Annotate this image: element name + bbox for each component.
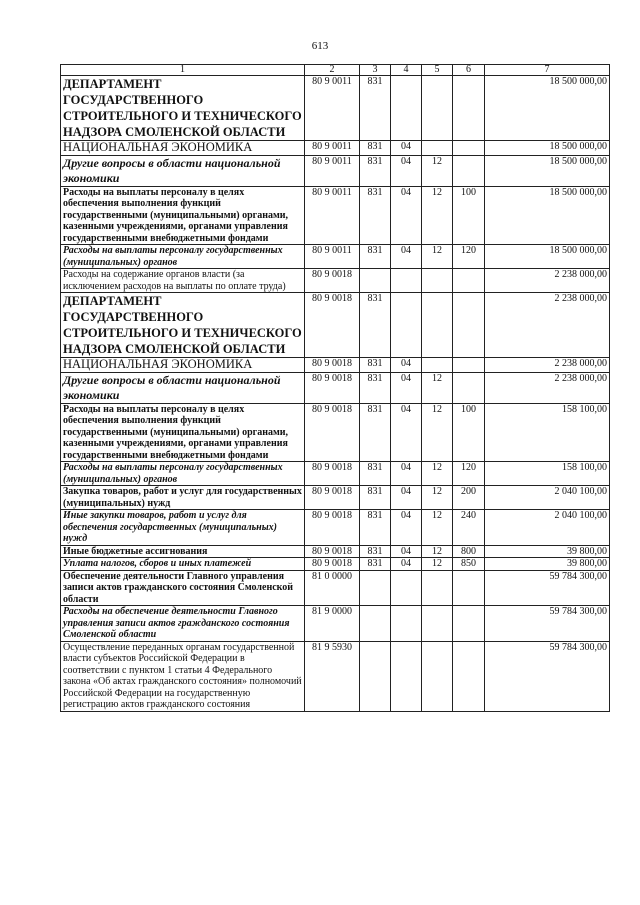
table-row (61, 403, 610, 462)
row-name-cell (61, 76, 305, 141)
subsection-code-cell (422, 641, 453, 711)
amount-cell: 59 784 300,00 (485, 570, 610, 606)
row-name-cell (61, 558, 305, 571)
subsection-code-cell (422, 358, 453, 373)
header-cell: 4 (391, 65, 422, 76)
amount-cell: 18 500 000,00 (485, 186, 610, 245)
expense-type-cell: 100 (453, 403, 485, 462)
section-code-cell: 04 (391, 510, 422, 546)
expense-type-cell: 850 (453, 558, 485, 571)
target-code-cell: 80 9 0018 (305, 486, 360, 510)
row-name-cell (61, 245, 305, 269)
row-name-text: Расходы на содержание органов власти (за исключением расходов на выплаты по оплате труда) (63, 269, 286, 292)
row-name-cell (61, 269, 305, 293)
subsection-code-cell (422, 141, 453, 156)
expense-type-cell: 100 (453, 186, 485, 245)
row-name-cell (61, 293, 305, 358)
row-name-cell (61, 486, 305, 510)
target-code-cell: 80 9 0011 (305, 186, 360, 245)
target-code-cell: 80 9 0018 (305, 269, 360, 293)
amount-cell: 2 040 100,00 (485, 510, 610, 546)
grbs-code-cell (360, 606, 391, 642)
expense-type-cell (453, 269, 485, 293)
header-cell: 2 (305, 65, 360, 76)
section-code-cell (391, 570, 422, 606)
section-code-cell: 04 (391, 462, 422, 486)
grbs-code-cell: 831 (360, 403, 391, 462)
amount-cell: 18 500 000,00 (485, 76, 610, 141)
section-code-cell (391, 76, 422, 141)
section-code-cell: 04 (391, 155, 422, 186)
expense-type-cell (453, 358, 485, 373)
expense-type-cell: 200 (453, 486, 485, 510)
expense-type-cell: 120 (453, 462, 485, 486)
grbs-code-cell: 831 (360, 76, 391, 141)
row-name-text: Закупка товаров, работ и услуг для государственных (муниципальных) нужд (63, 486, 302, 509)
row-name-cell (61, 141, 305, 156)
grbs-code-cell (360, 269, 391, 293)
table-row (61, 141, 610, 156)
header-cell: 5 (422, 65, 453, 76)
header-cell: 6 (453, 65, 485, 76)
target-code-cell: 80 9 0018 (305, 293, 360, 358)
expense-type-cell (453, 641, 485, 711)
page-number: 613 (311, 40, 329, 52)
table-row (61, 372, 610, 403)
expense-type-cell (453, 570, 485, 606)
row-name-text: Расходы на обеспечение деятельности Главного управления записи актов гражданского состояния Смоленской области (63, 606, 290, 640)
row-name-text: Расходы на выплаты персоналу в целях обеспечения выполнения функций государственными (муниципальными) органами, казенными учреждениями, органами управления государственными внебюджетными фондами (63, 186, 289, 244)
row-name-text: Расходы на выплаты персоналу государственных (муниципальных) органов (63, 462, 283, 485)
grbs-code-cell: 831 (360, 186, 391, 245)
target-code-cell: 81 0 0000 (305, 570, 360, 606)
section-code-cell: 04 (391, 545, 422, 558)
section-code-cell: 04 (391, 245, 422, 269)
amount-cell: 2 238 000,00 (485, 269, 610, 293)
table-row (61, 186, 610, 245)
header-cell: 7 (485, 65, 610, 76)
table-row (61, 462, 610, 486)
row-name-text: Иные бюджетные ассигнования (63, 545, 208, 557)
target-code-cell: 80 9 0011 (305, 76, 360, 141)
grbs-code-cell: 831 (360, 510, 391, 546)
table-row (61, 606, 610, 642)
row-name-text: Обеспечение деятельности Главного управления записи актов гражданского состояния Смоленской области (63, 570, 294, 605)
budget-table (60, 64, 610, 712)
grbs-code-cell: 831 (360, 141, 391, 156)
amount-cell: 2 238 000,00 (485, 372, 610, 403)
amount-cell: 59 784 300,00 (485, 641, 610, 711)
subsection-code-cell (422, 269, 453, 293)
table-row (61, 545, 610, 558)
row-name-text: Другие вопросы в области национальной экономики (63, 155, 281, 185)
row-name-text: Иные закупки товаров, работ и услуг для обеспечения государственных (муниципальных) нужд (63, 510, 277, 544)
subsection-code-cell: 12 (422, 486, 453, 510)
amount-cell: 18 500 000,00 (485, 155, 610, 186)
target-code-cell: 81 9 5930 (305, 641, 360, 711)
target-code-cell: 81 9 0000 (305, 606, 360, 642)
grbs-code-cell: 831 (360, 486, 391, 510)
row-name-cell (61, 155, 305, 186)
header-cell: 1 (61, 65, 305, 76)
expense-type-cell (453, 76, 485, 141)
row-name-cell (61, 545, 305, 558)
row-name-cell (61, 510, 305, 546)
section-code-cell: 04 (391, 403, 422, 462)
row-name-cell (61, 641, 305, 711)
table-row (61, 155, 610, 186)
grbs-code-cell: 831 (360, 372, 391, 403)
grbs-code-cell: 831 (360, 293, 391, 358)
table-row (61, 486, 610, 510)
expense-type-cell (453, 155, 485, 186)
table-row (61, 293, 610, 358)
grbs-code-cell: 831 (360, 462, 391, 486)
target-code-cell: 80 9 0011 (305, 245, 360, 269)
row-name-cell (61, 403, 305, 462)
target-code-cell: 80 9 0018 (305, 358, 360, 373)
subsection-code-cell (422, 606, 453, 642)
grbs-code-cell: 831 (360, 358, 391, 373)
grbs-code-cell: 831 (360, 545, 391, 558)
subsection-code-cell (422, 293, 453, 358)
row-name-text: Уплата налогов, сборов и иных платежей (63, 558, 252, 569)
table-row (61, 558, 610, 571)
amount-cell: 59 784 300,00 (485, 606, 610, 642)
section-code-cell (391, 606, 422, 642)
row-name-text: ДЕПАРТАМЕНТ ГОСУДАРСТВЕННОГО СТРОИТЕЛЬНОГО И ТЕХНИЧЕСКОГО НАДЗОРА СМОЛЕНСКОЙ ОБЛАСТИ (63, 294, 302, 356)
target-code-cell: 80 9 0011 (305, 141, 360, 156)
amount-cell: 2 238 000,00 (485, 293, 610, 358)
table-row (61, 269, 610, 293)
expense-type-cell: 240 (453, 510, 485, 546)
section-code-cell: 04 (391, 486, 422, 510)
row-name-text: Расходы на выплаты персоналу в целях обеспечения выполнения функций государственными (муниципальными) органами, казенными учреждениями, органами управления государственными внебюджетными фондами (63, 403, 289, 461)
amount-cell: 158 100,00 (485, 403, 610, 462)
row-name-cell (61, 358, 305, 373)
expense-type-cell: 800 (453, 545, 485, 558)
section-code-cell: 04 (391, 358, 422, 373)
section-code-cell (391, 269, 422, 293)
section-code-cell (391, 641, 422, 711)
subsection-code-cell (422, 76, 453, 141)
expense-type-cell (453, 606, 485, 642)
table-row (61, 570, 610, 606)
expense-type-cell (453, 141, 485, 156)
section-code-cell: 04 (391, 186, 422, 245)
subsection-code-cell: 12 (422, 155, 453, 186)
row-name-cell (61, 372, 305, 403)
row-name-cell (61, 462, 305, 486)
target-code-cell: 80 9 0018 (305, 545, 360, 558)
target-code-cell: 80 9 0018 (305, 462, 360, 486)
target-code-cell: 80 9 0011 (305, 155, 360, 186)
expense-type-cell (453, 293, 485, 358)
subsection-code-cell (422, 570, 453, 606)
row-name-cell (61, 606, 305, 642)
section-code-cell: 04 (391, 372, 422, 403)
subsection-code-cell: 12 (422, 245, 453, 269)
grbs-code-cell: 831 (360, 155, 391, 186)
table-row (61, 245, 610, 269)
amount-cell: 39 800,00 (485, 558, 610, 571)
target-code-cell: 80 9 0018 (305, 510, 360, 546)
amount-cell: 18 500 000,00 (485, 141, 610, 156)
table-row (61, 641, 610, 711)
grbs-code-cell: 831 (360, 245, 391, 269)
amount-cell: 158 100,00 (485, 462, 610, 486)
amount-cell: 2 040 100,00 (485, 486, 610, 510)
row-name-cell (61, 186, 305, 245)
row-name-text: Другие вопросы в области национальной экономики (63, 372, 281, 402)
subsection-code-cell: 12 (422, 403, 453, 462)
target-code-cell: 80 9 0018 (305, 403, 360, 462)
table-row (61, 76, 610, 141)
amount-cell: 18 500 000,00 (485, 245, 610, 269)
target-code-cell: 80 9 0018 (305, 372, 360, 403)
subsection-code-cell: 12 (422, 186, 453, 245)
subsection-code-cell: 12 (422, 372, 453, 403)
subsection-code-cell: 12 (422, 510, 453, 546)
subsection-code-cell: 12 (422, 462, 453, 486)
header-row (61, 65, 610, 76)
row-name-text: Расходы на выплаты персоналу государственных (муниципальных) органов (63, 245, 283, 268)
row-name-text: НАЦИОНАЛЬНАЯ ЭКОНОМИКА (63, 140, 253, 154)
header-cell: 3 (360, 65, 391, 76)
amount-cell: 2 238 000,00 (485, 358, 610, 373)
subsection-code-cell: 12 (422, 558, 453, 571)
grbs-code-cell (360, 641, 391, 711)
table-row (61, 510, 610, 546)
target-code-cell: 80 9 0018 (305, 558, 360, 571)
row-name-text: НАЦИОНАЛЬНАЯ ЭКОНОМИКА (63, 357, 253, 371)
grbs-code-cell (360, 570, 391, 606)
grbs-code-cell: 831 (360, 558, 391, 571)
expense-type-cell (453, 372, 485, 403)
row-name-text: Осуществление переданных органам государственной власти субъектов Российской Федерации в соответствии с пунктом 1 статьи 4 Федерального закона «Об актах гражданского состояния» полномочий Российской Федерации на государственную регистрацию актов гражданского состояния (63, 641, 302, 710)
section-code-cell: 04 (391, 141, 422, 156)
section-code-cell (391, 293, 422, 358)
expense-type-cell: 120 (453, 245, 485, 269)
subsection-code-cell: 12 (422, 545, 453, 558)
row-name-text: ДЕПАРТАМЕНТ ГОСУДАРСТВЕННОГО СТРОИТЕЛЬНОГО И ТЕХНИЧЕСКОГО НАДЗОРА СМОЛЕНСКОЙ ОБЛАСТИ (63, 77, 302, 139)
section-code-cell: 04 (391, 558, 422, 571)
table-row (61, 358, 610, 373)
row-name-cell (61, 570, 305, 606)
amount-cell: 39 800,00 (485, 545, 610, 558)
